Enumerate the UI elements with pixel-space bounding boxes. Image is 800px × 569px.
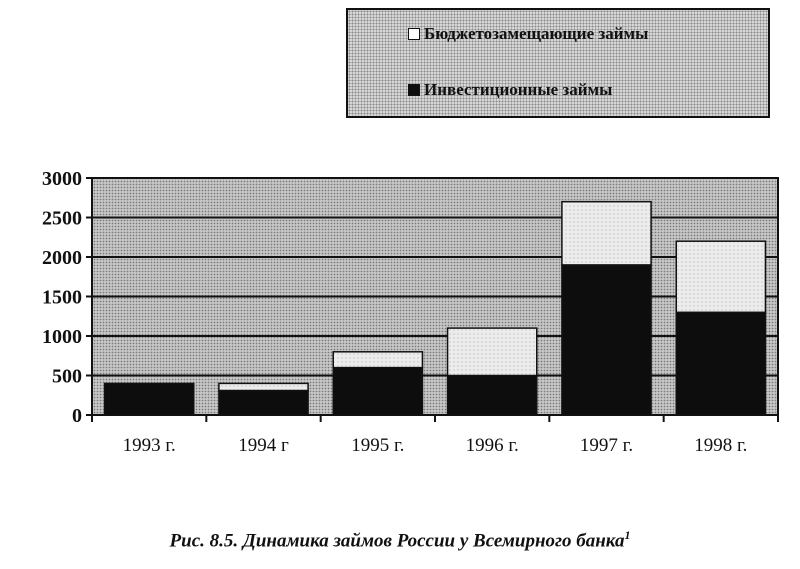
y-tick-label: 1500 (42, 286, 82, 309)
x-tick-label: 1998 г. (694, 435, 748, 456)
bar-investment (333, 368, 422, 415)
figure-caption (0, 528, 800, 552)
bar-investment (219, 391, 308, 415)
x-tick-label: 1997 г. (579, 435, 634, 456)
legend-label-investment: Инвестиционные займы (424, 80, 613, 99)
bar-budget (448, 328, 537, 375)
y-tick-label: 500 (52, 365, 82, 388)
y-tick-label: 3000 (42, 168, 82, 190)
x-tick-label: 1993 г. (122, 435, 176, 456)
bar-investment (448, 376, 537, 416)
y-tick-label: 1000 (42, 326, 82, 348)
x-tick-label: 1995 г. (351, 435, 405, 456)
y-tick-label: 2500 (42, 207, 82, 230)
bar-investment (562, 265, 651, 415)
legend-label-budget: Бюджетозамещающие займы (424, 24, 649, 43)
caption-text: Рис. 8.5. Динамика займов России у Всемирного банка (169, 530, 625, 552)
y-tick-label: 0 (72, 405, 82, 427)
bar-investment (676, 312, 765, 415)
x-tick-label: 1996 г. (465, 435, 519, 456)
x-tick-label: 1994 г (238, 435, 289, 456)
bar-budget (562, 202, 651, 265)
bar-budget (676, 241, 765, 312)
y-tick-label: 2000 (42, 247, 82, 269)
bar-investment (105, 383, 194, 415)
caption-footnote-mark: 1 (624, 528, 631, 542)
bar-budget (219, 383, 308, 390)
bar-budget (333, 352, 422, 368)
